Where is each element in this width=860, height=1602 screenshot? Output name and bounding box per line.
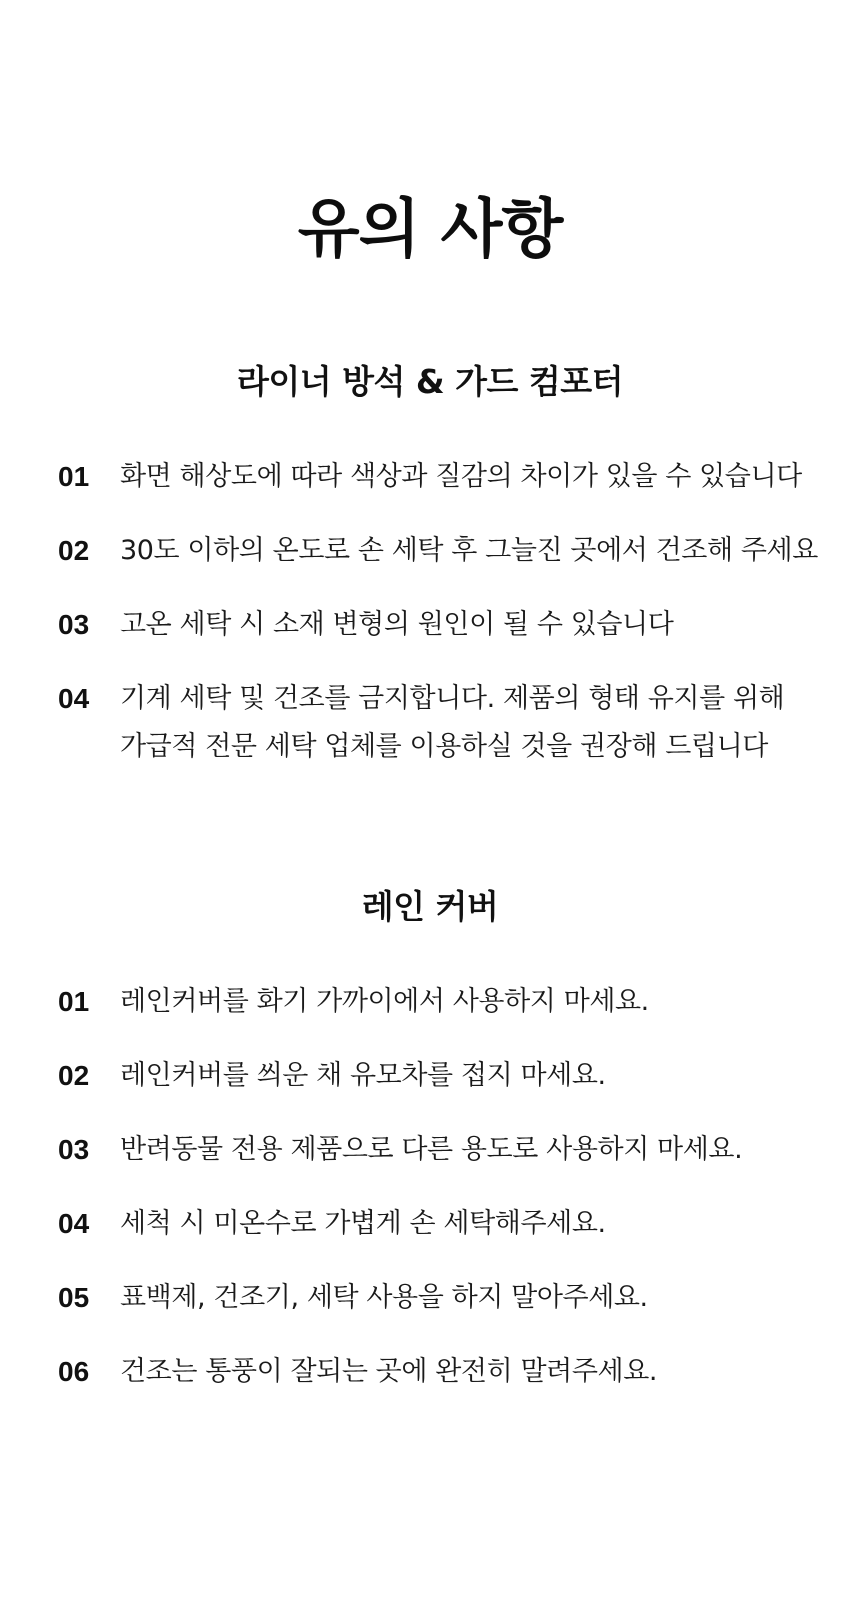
item-number: 03 (58, 1134, 90, 1165)
section-heading-rain-cover: 레인 커버 (361, 887, 499, 926)
list-item (58, 601, 818, 649)
item-number: 05 (58, 1282, 90, 1313)
page-title: 유의 사항 (297, 193, 563, 267)
item-text: 30도 이하의 온도로 손 세탁 후 그늘진 곳에서 건조해 주세요 (120, 535, 818, 566)
list-item (58, 675, 818, 771)
list-item (58, 453, 818, 501)
item-text: 반려동물 전용 제품으로 다른 용도로 사용하지 마세요. (120, 1134, 743, 1165)
item-text: 레인커버를 화기 가까이에서 사용하지 마세요. (120, 986, 649, 1017)
list-item (58, 1274, 818, 1322)
item-text: 건조는 통풍이 잘되는 곳에 완전히 말려주세요. (120, 1356, 658, 1387)
item-number: 04 (58, 683, 90, 714)
list-item (58, 978, 818, 1026)
rain-cover-care-list (58, 978, 818, 1422)
item-number: 04 (58, 1208, 90, 1239)
item-number: 03 (58, 609, 90, 640)
item-text: 레인커버를 씌운 채 유모차를 접지 마세요. (120, 1060, 606, 1091)
section-heading-liner: 라이너 방석 & 가드 컴포터 (236, 362, 623, 401)
list-item (58, 1200, 818, 1248)
list-item (58, 1126, 818, 1174)
item-text: 세척 시 미온수로 가볍게 손 세탁해주세요. (120, 1208, 606, 1239)
list-item (58, 527, 818, 575)
item-text: 화면 해상도에 따라 색상과 질감의 차이가 있을 수 있습니다 (120, 461, 802, 492)
item-number: 01 (58, 461, 90, 492)
item-number: 01 (58, 986, 90, 1017)
item-number: 02 (58, 535, 90, 566)
item-text: 고온 세탁 시 소재 변형의 원인이 될 수 있습니다 (120, 609, 674, 640)
liner-care-list (58, 453, 818, 797)
list-item (58, 1348, 818, 1396)
item-text: 기계 세탁 및 건조를 금지합니다. 제품의 형태 유지를 위해 가급적 전문 세탁 업체를 이용하실 것을 권장해 드립니다 (120, 683, 785, 762)
list-item (58, 1052, 818, 1100)
item-number: 02 (58, 1060, 90, 1091)
item-text: 표백제, 건조기, 세탁 사용을 하지 말아주세요. (120, 1282, 648, 1313)
item-number: 06 (58, 1356, 90, 1387)
